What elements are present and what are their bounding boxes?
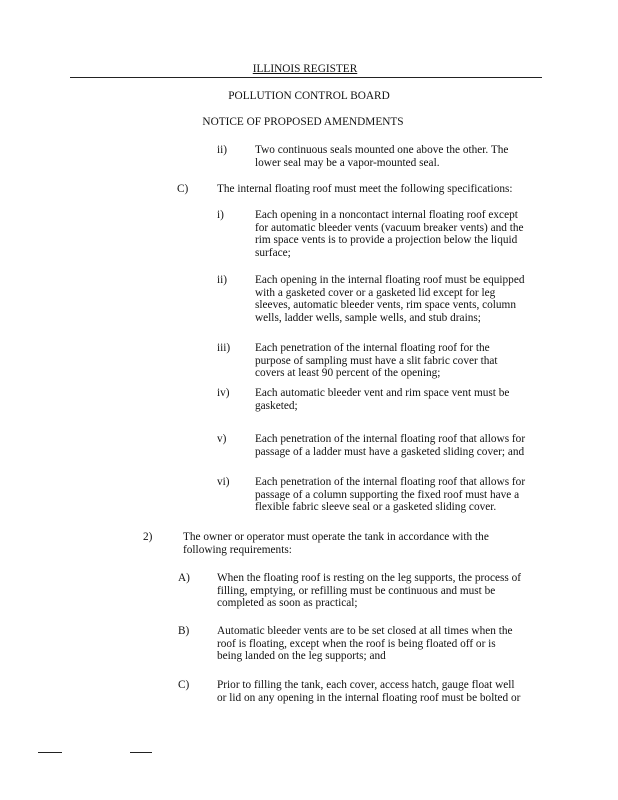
- register-title: ILLINOIS REGISTER: [252, 63, 358, 75]
- text-line: being landed on the leg supports; and: [217, 650, 386, 663]
- text-line: Two continuous seals mounted one above the other. The: [255, 144, 509, 156]
- text-line: sleeves, automatic bleeder vents, rim space vents, column: [255, 299, 516, 312]
- item-label: ii): [217, 144, 228, 156]
- item-label: ii): [217, 274, 228, 286]
- item-text: [255, 387, 509, 412]
- text-line: flexible fabric sleeve seal or a gasketed sliding cover.: [255, 501, 497, 514]
- item-label: iv): [217, 387, 230, 399]
- item-text: [255, 342, 498, 380]
- item-label: C): [177, 183, 189, 195]
- text-line: lower seal may be a vapor-mounted seal.: [255, 156, 440, 169]
- text-line: with a gasketed cover or a gasketed lid except for leg: [255, 286, 496, 299]
- text-line: gasketed;: [255, 399, 298, 412]
- text-line: Each opening in a noncontact internal floating roof except: [255, 209, 518, 221]
- item-label: A): [178, 572, 190, 584]
- text-line: for automatic bleeder vents (vacuum breaker vents) and the: [255, 221, 524, 234]
- text-line: purpose of sampling must have a slit fabric cover that: [255, 354, 498, 367]
- footer-rule: [130, 752, 152, 753]
- text-line: wells, ladder wells, sample wells, and stub drains;: [255, 311, 481, 324]
- item-text: [255, 433, 525, 458]
- text-line: following requirements:: [183, 543, 292, 556]
- item-label: iii): [217, 342, 231, 354]
- register-header: [0, 63, 610, 75]
- text-line: Each opening in the internal floating roof must be equipped: [255, 274, 525, 286]
- text-line: Each penetration of the internal floating roof that allows for: [255, 476, 526, 488]
- text-line: passage of a ladder must have a gasketed sliding cover; and: [255, 445, 525, 458]
- item-text: [255, 144, 508, 169]
- item-label: vi): [217, 476, 230, 488]
- text-line: completed as soon as practical;: [217, 597, 358, 610]
- item-text: [217, 183, 513, 196]
- text-line: filling, emptying, or refilling must be continuous and must be: [217, 584, 496, 597]
- item-label: C): [178, 679, 190, 691]
- header-rule: [70, 77, 542, 78]
- text-line: When the floating roof is resting on the leg supports, the process of: [217, 572, 522, 584]
- item-text: [217, 625, 513, 663]
- text-line: rim space vents is to provide a projection below the liquid: [255, 234, 518, 247]
- item-label: B): [178, 625, 190, 637]
- text-line: surface;: [255, 246, 291, 259]
- text-line: Each penetration of the internal floating roof for the: [255, 342, 490, 354]
- text-line: Automatic bleeder vents are to be set closed at all times when the: [217, 625, 513, 637]
- item-text: [217, 679, 520, 704]
- footer-rule: [38, 752, 62, 753]
- text-line: covers at least 90 percent of the opening;: [255, 367, 441, 380]
- text-line: roof is floating, except when the roof is being floated off or is: [217, 637, 496, 650]
- text-line: Each automatic bleeder vent and rim space vent must be: [255, 387, 510, 399]
- item-label: v): [217, 433, 227, 445]
- item-text: [183, 531, 489, 556]
- item-text: [255, 209, 524, 259]
- item-text: [217, 572, 521, 610]
- text-line: Each penetration of the internal floating roof that allows for: [255, 433, 526, 445]
- text-line: The owner or operator must operate the tank in accordance with the: [183, 531, 489, 543]
- text-line: passage of a column supporting the fixed roof must have a: [255, 488, 520, 501]
- item-text: [255, 476, 525, 514]
- item-label: 2): [143, 531, 153, 543]
- item-label: i): [217, 209, 224, 221]
- item-text: [255, 274, 524, 324]
- text-line: or lid on any opening in the internal floating roof must be bolted or: [217, 691, 521, 704]
- board-title: POLLUTION CONTROL BOARD: [228, 90, 390, 102]
- notice-title: NOTICE OF PROPOSED AMENDMENTS: [202, 116, 404, 128]
- text-line: The internal floating roof must meet the following specifications:: [217, 183, 513, 195]
- text-line: Prior to filling the tank, each cover, access hatch, gauge float well: [217, 679, 515, 691]
